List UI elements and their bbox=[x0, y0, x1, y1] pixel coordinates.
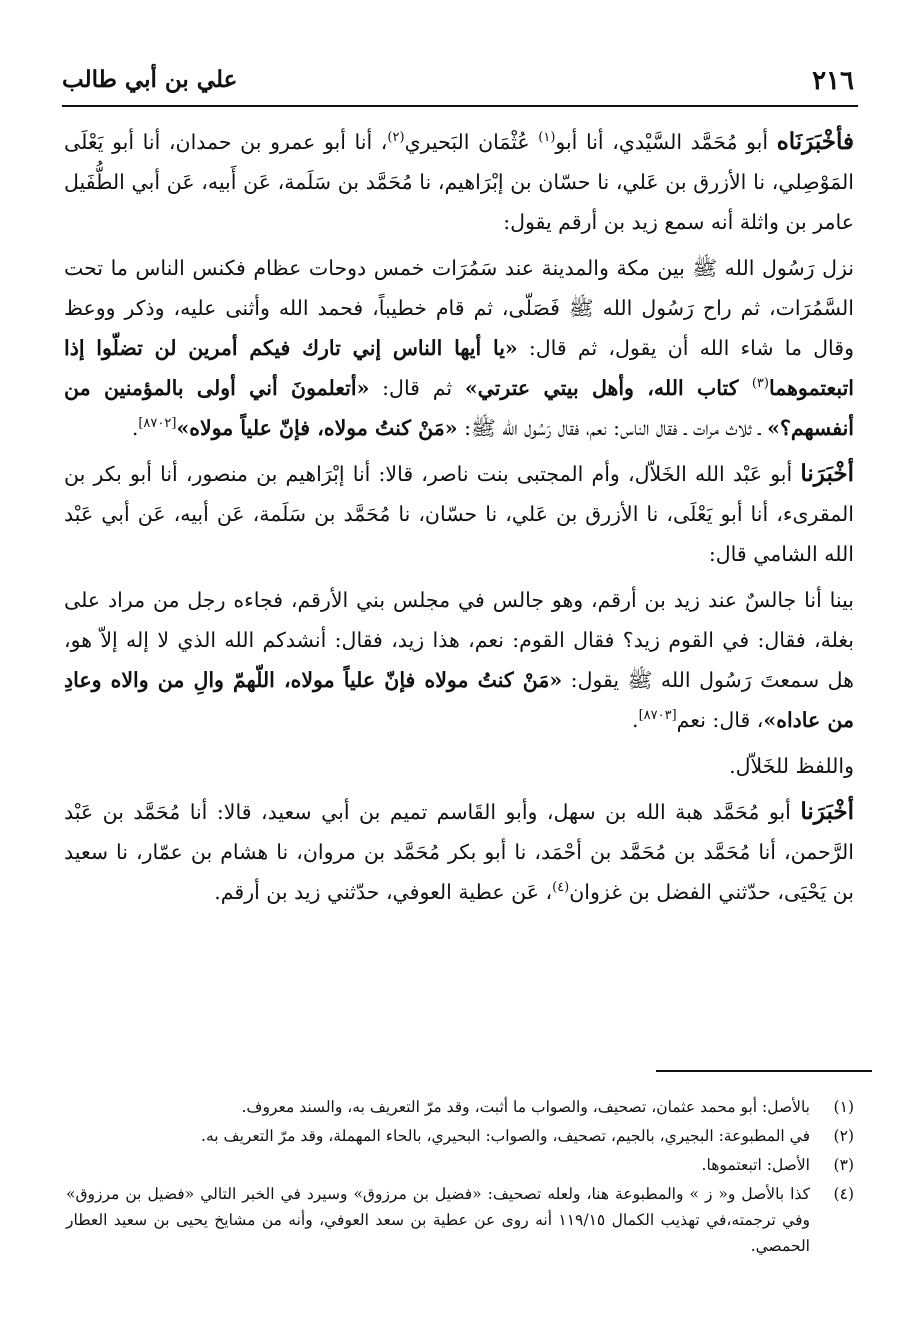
paragraph bbox=[64, 122, 854, 242]
page-header bbox=[62, 66, 854, 102]
footnote-text: الأصل: اتبعتموها. bbox=[701, 1156, 810, 1174]
paragraph bbox=[64, 454, 854, 574]
text-run: بينا أنا جالسٌ عند زيد بن أرقم، وهو جالس في مجلس بني الأرقم، فجاءه رجل من مراد على بغلة، فقال: في القوم زيد؟ فقال القوم: نعم، هذا زيد، فقال: أنشدكم الله الذي لا إله إلاّ هو، هل سمعتَ رَسُول الله ﷺ يقول: bbox=[64, 588, 854, 692]
footnote-text: كذا بالأصل و« ز » والمطبوعة هنا، ولعله تصحيف: «فضيل بن مرزوق» وسيرد في الخبر التالي «فضيل بن مرزوق» وفي ترجمته،في تهذيب الكمال ١١٩/١٥ أنه روى عن عطية بن سعد العوفي، وأنه من مشايخ يحيى بن سعيد العطار الحمصي. bbox=[66, 1185, 810, 1255]
text-run: أبو مُحَمَّد السَّيْدي، أنا أبو bbox=[555, 130, 777, 154]
footnote-number: (٤) bbox=[833, 1185, 854, 1203]
text-run: أبو مُحَمَّد هبة الله بن سهل، وأبو القَاسم تميم بن أبي سعيد، قالا: أنا مُحَمَّد بن عَبْد الرَّحمن، أنا مُحَمَّد بن مُحَمَّد بن أحْمَد، نا أبو بكر مُحَمَّد بن مروان، نا هشام بن عمّار، نا سعيد بن يَحْيَى، حدّثني الفضل بن غزوان bbox=[64, 800, 854, 904]
text-run: أبو عَبْد الله الخَلاّل، وأم المجتبى بنت ناصر، قالا: أنا إبْرَاهيم بن منصور، أنا أبو بكر بن المقرىء، أنا أبو يَعْلَى، نا الأزرق بن عَلي، نا حسّان، نا مُحَمَّد بن سَلَمة، عَن أبيه، عَن أبي عَبْد الله الشامي قال: bbox=[64, 462, 854, 566]
text-run: ـ ثلاث مرات ـ فقال الناس: نعم، فقال رَسُول الله ﷺ: bbox=[457, 416, 768, 440]
note-marker: (١) bbox=[538, 130, 556, 146]
footnote bbox=[66, 1123, 854, 1149]
note-marker: (٤) bbox=[552, 880, 570, 896]
paragraph bbox=[64, 580, 854, 740]
text-run: نزل رَسُول الله ﷺ بين مكة والمدينة عند سَمُرَات خمس دوحات عظام فكنس الناس ما تحت السَّمُرَات، ثم راح رَسُول الله ﷺ فَصَلّى، ثم قام خطيباً، فحمد الله وأثنى عليه، وذكر ووعظ وقال ما شاء الله أن يقول، ثم قال: bbox=[64, 256, 854, 360]
hadith-text: «مَنْ كنتُ مولاه فإنّ علياً مولاه، اللّهمّ والِ من والاه وعادِ من عاداه» bbox=[64, 668, 854, 732]
paragraph bbox=[64, 746, 854, 786]
footnote-number: (٣) bbox=[833, 1156, 854, 1174]
main-text bbox=[64, 122, 854, 912]
header-rule bbox=[62, 105, 858, 107]
footnote-text: بالأصل: أبو محمد عثمان، تصحيف، والصواب ما أثبت، وقد مرّ التعريف به، والسند معروف. bbox=[241, 1098, 810, 1116]
note-marker: [٨٧٠٢] bbox=[138, 416, 177, 432]
footnote bbox=[66, 1152, 854, 1178]
hadith-text: «مَنْ كنتُ مولاه، فإنّ علياً مولاه» bbox=[176, 416, 458, 440]
note-marker: (٣) bbox=[751, 376, 769, 392]
text-run: ثم قال: bbox=[369, 376, 465, 400]
paragraph bbox=[64, 792, 854, 912]
footnote bbox=[66, 1094, 854, 1120]
note-marker: (٢) bbox=[387, 130, 405, 146]
footnote-text: في المطبوعة: البجيري، بالجيم، تصحيف، والصواب: البحيري، بالحاء المهملة، وقد مرّ التعريف به. bbox=[201, 1127, 810, 1145]
footnote-number: (٢) bbox=[833, 1127, 854, 1145]
note-marker: [٨٧٠٣] bbox=[638, 708, 677, 724]
footnote bbox=[66, 1181, 854, 1259]
text-run: ، عَن عطية العوفي، حدّثني زيد بن أرقم. bbox=[214, 880, 553, 904]
footnote-number: (١) bbox=[833, 1098, 854, 1116]
footnotes bbox=[66, 1094, 854, 1259]
isnad-lead: أخْبَرَنا bbox=[800, 460, 854, 487]
text-run: . bbox=[131, 416, 139, 440]
hadith-text: كتاب الله، وأهل بيتي عترتي» bbox=[464, 376, 752, 400]
paragraph bbox=[64, 248, 854, 448]
running-title: علي بن أبي طالب bbox=[62, 66, 238, 93]
hadith-text: «أتعلمونَ أني أولى بالمؤمنين من أنفسهم؟» bbox=[64, 376, 854, 440]
text-run: عُثْمَان البَحيري bbox=[404, 130, 539, 154]
isnad-lead: فأخْبَرَنَاه bbox=[776, 128, 854, 155]
isnad-lead: أخْبَرَنا bbox=[800, 798, 854, 825]
text-run: واللفظ للخَلاّل. bbox=[729, 754, 854, 778]
text-run: ، أنا أبو عمرو بن حمدان، أنا أبو يَعْلَى المَوْصِلي، نا الأزرق بن عَلي، نا حسّان بن إبْرَاهيم، نا مُحَمَّد بن سَلَمة، عَن أَبيه، عَن أبي الطُّفَيل عامر بن واثلة أنه سمع زيد بن أرقم يقول: bbox=[64, 130, 854, 234]
hadith-text: «يا أيها الناس إني تارك فيكم أمرين لن تضلّوا إذا اتبعتموهما bbox=[64, 336, 854, 400]
footnote-separator bbox=[656, 1070, 872, 1072]
page-number: ٢١٦ bbox=[812, 66, 854, 96]
text-run: . bbox=[632, 708, 639, 732]
text-run: ، قال: نعم bbox=[676, 708, 764, 732]
